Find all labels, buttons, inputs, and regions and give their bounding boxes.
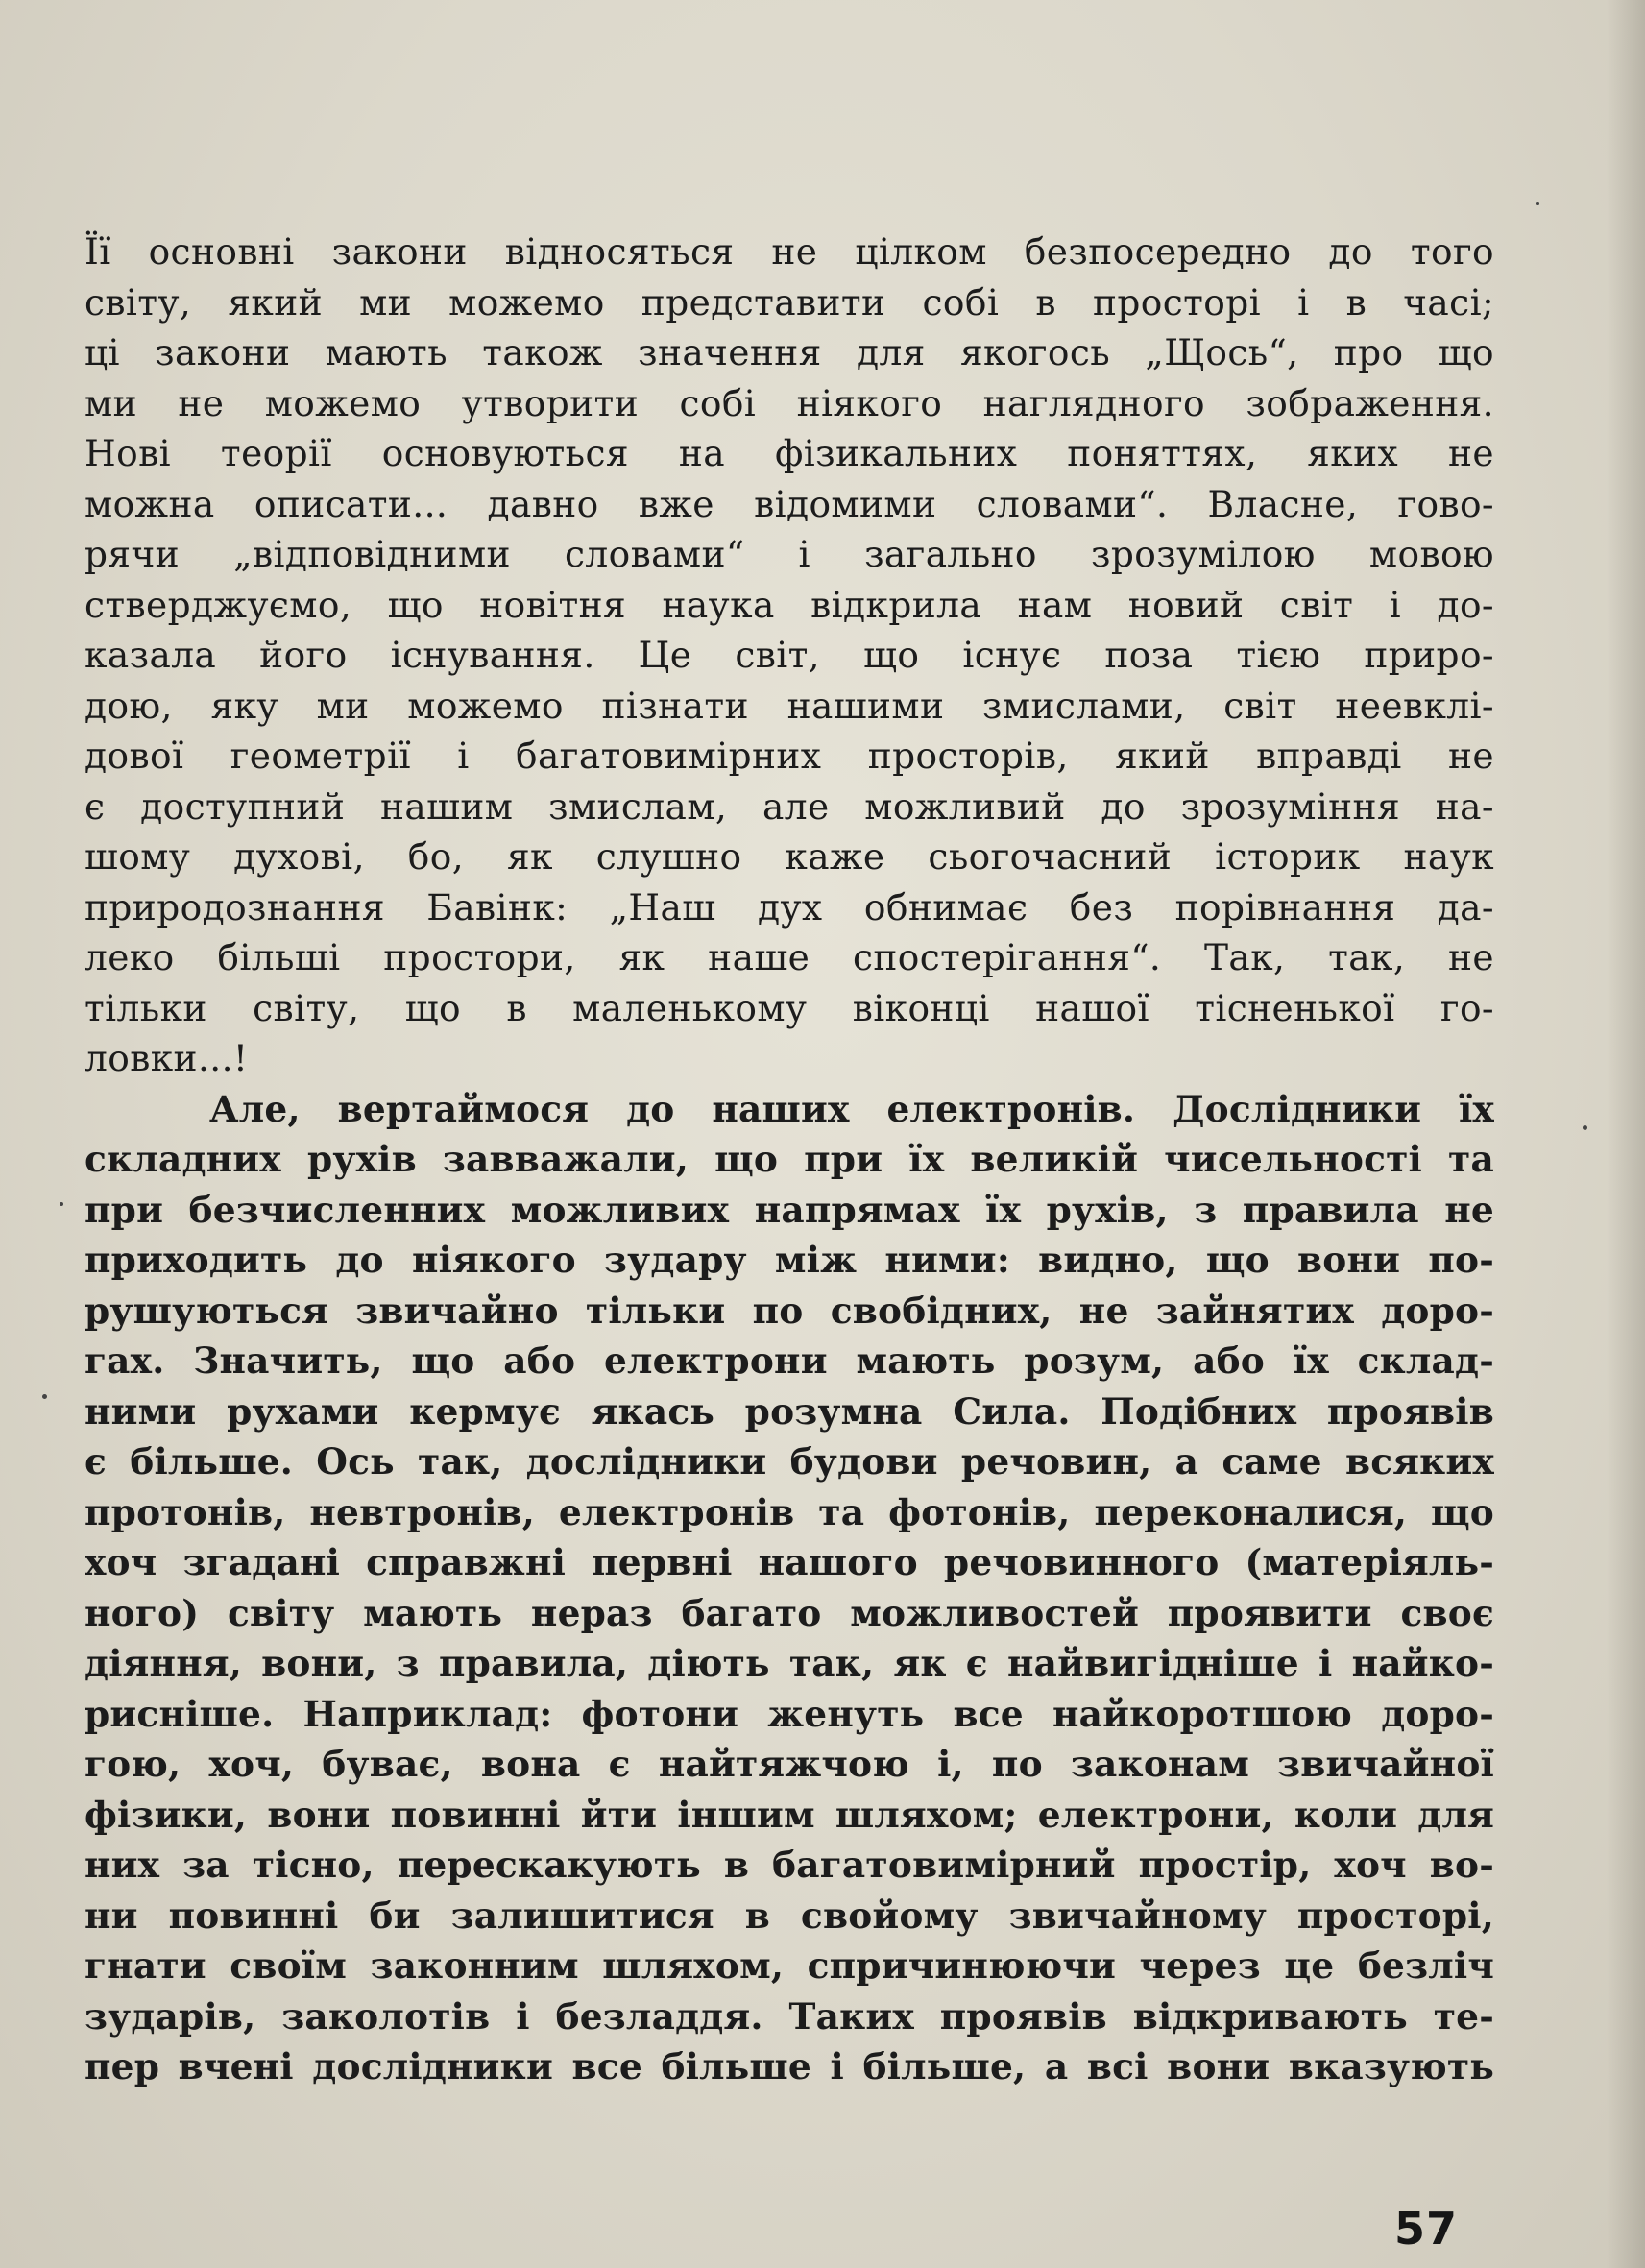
text-line: гою, хоч, буває, вона є найтяжчою і, по законам звичайної <box>85 1743 1494 1785</box>
print-speck <box>42 1394 47 1399</box>
print-speck <box>60 1202 63 1206</box>
text-line: світу, який ми можемо представити собі в просторі і в часі; <box>85 280 1494 324</box>
text-line: ловки...! <box>85 1037 249 1079</box>
text-line: пер вчені дослідники все більше і більше, а всі вони вказують <box>85 2045 1494 2087</box>
text-line: ми не можемо утворити собі ніякого наглядного зображення. <box>85 381 1494 424</box>
text-line: гах. Значить, що або електрони мають розум, або їх склад- <box>85 1339 1494 1382</box>
text-line: хоч згадані справжні первні нашого речовинного (матеріяль- <box>85 1541 1494 1583</box>
paragraph-2 <box>85 1084 1494 2092</box>
print-speck <box>1536 202 1539 205</box>
text-line: казала його існування. Це світ, що існує поза тією приро- <box>85 634 1494 676</box>
text-line: ці закони мають також значення для якогось „Щось“, про що <box>85 331 1494 374</box>
text-line: є доступний нашим змислам, але можливий до зрозуміння на- <box>85 784 1494 828</box>
text-line: Її основні закони відносяться не цілком безпосередно до того <box>85 230 1494 273</box>
body-text <box>85 227 1494 2092</box>
text-line: протонів, невтронів, електронів та фотонів, переконалися, що <box>85 1490 1494 1533</box>
text-line: шому духові, бо, як слушно каже сьогочасний історик наук <box>85 835 1494 878</box>
text-line: стверджуємо, що новітня наука відкрила нам новий світ і до- <box>85 583 1494 626</box>
text-line: діяння, вони, з правила, діють так, як є найвигідніше і найко- <box>85 1642 1494 1684</box>
text-line: природознання Бавінк: „Наш дух обнимає без порівнання да- <box>85 885 1494 929</box>
text-line: рисніше. Наприклад: фотони женуть все найкоротшою доро- <box>85 1692 1494 1735</box>
paragraph-1 <box>85 227 1494 1084</box>
text-line: складних рухів завважали, що при їх великій чисельності та <box>85 1138 1494 1180</box>
text-line: дою, яку ми можемо пізнати нашими змислами, світ неевклі- <box>85 684 1494 727</box>
page-edge-shadow <box>1607 0 1645 2268</box>
text-line: ного) світу мають нераз багато можливостей проявити своє <box>85 1591 1494 1634</box>
text-line: фізики, вони повинні йти іншим шляхом; електрони, коли для <box>85 1793 1494 1836</box>
text-line: них за тісно, перескакують в багатовимірний простір, хоч во- <box>85 1844 1494 1886</box>
text-line: Але, вертаймося до наших електронів. Дослідники їх <box>209 1087 1494 1130</box>
text-line: ни повинні би залишитися в свойому звичайному просторі, <box>85 1894 1494 1937</box>
text-line: при безчисленних можливих напрямах їх рухів, з правила не <box>85 1188 1494 1231</box>
text-line: дової геометрії і багатовимірних просторів, який вправді не <box>85 735 1494 777</box>
text-line: рячи „відповідними словами“ і загально зрозумілою мовою <box>85 533 1494 575</box>
text-line: рушуються звичайно тільки по свобідних, не зайнятих доро- <box>85 1289 1494 1332</box>
print-speck <box>1583 1125 1587 1130</box>
text-line: приходить до ніякого зудару між ними: видно, що вони по- <box>85 1239 1494 1281</box>
text-line: Нові теорії основуються на фізикальних поняттях, яких не <box>85 432 1494 474</box>
text-line: ними рухами кермує якась розумна Сила. Подібних проявів <box>85 1389 1494 1433</box>
text-line: зударів, заколотів і безладдя. Таких проявів відкривають те- <box>85 1994 1494 2038</box>
text-line: тільки світу, що в маленькому віконці нашої тісненької го- <box>85 986 1494 1029</box>
text-line: гнати своїм законним шляхом, спричинюючи через це безліч <box>85 1944 1494 1987</box>
text-line: леко більші простори, як наше спостерігання“. Так, так, не <box>85 936 1494 978</box>
page-number: 57 <box>1394 2203 1459 2255</box>
text-line: можна описати... давно вже відомими словами“. Власне, гово- <box>85 482 1494 525</box>
text-line: є більше. Ось так, дослідники будови речовин, а саме всяких <box>85 1440 1494 1483</box>
